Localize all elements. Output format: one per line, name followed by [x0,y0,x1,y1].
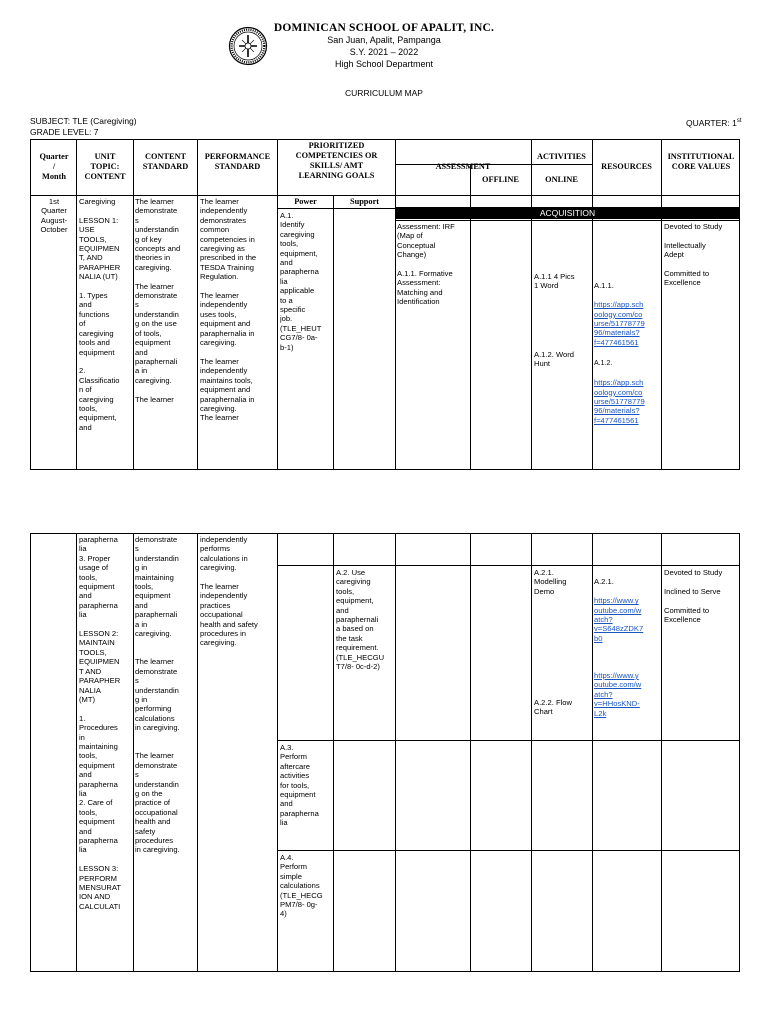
document-title: CURRICULUM MAP [345,88,423,98]
support-competency-a2: A.2. Use caregiving tools, equipment, and paraphernali a based on the task requirement. (TLE_HECGU T7/8- 0c-d-2) [336,568,385,672]
resource-a21-label: A.2.1. [594,577,614,587]
resource-a21-link-1[interactable]: https://www.y outube.com/w atch? v=S648zZDK7 b0 [594,596,644,643]
school-address: San Juan, Apalit, Pampanga [327,35,441,45]
quarter-month-cell: 1st Quarter August- October [40,197,68,235]
col-competencies-header: PRIORITIZED COMPETENCIES OR SKILLS/ AMT LEARNING GOALS [295,141,378,180]
assessment-cell: Assessment: IRF (Map of Conceptual Change) A.1.1. Formative Assessment: Matching and Identification [397,222,455,307]
acquisition-bar: ACQUISITION [395,207,740,219]
col-offline-header: OFFLINE [482,175,519,184]
document-header [0,22,768,70]
school-name: DOMINICAN SCHOOL OF APALIT, INC. [273,22,495,34]
online-activity-a21: A.2.1. Modelling Demo [534,568,567,596]
power-competency-a3: A.3. Perform aftercare activities for tools, equipment and parapherna lia [280,743,319,828]
col-resources-header: RESOURCES [601,162,652,171]
col-assessment-header: ASSESSMENT [435,162,491,171]
col-performance-standard-header: PERFORMANCE STANDARD [204,152,271,171]
resource-a12-label: A.1.2. [594,360,613,368]
col-quarter-header: Quarter / Month [39,152,69,181]
grade-level-label: GRADE LEVEL: 7 [30,127,99,137]
col-power-header: Power [294,197,317,206]
unit-topic-cell-p2: parapherna lia 3. Proper usage of tools, equipment and parapherna lia LESSON 2: MAINTAIN TOOLS, EQUIPMEN T AND PARAPHER NALIA (MT) 1. Procedures in maintaining tools, equipment and parapherna lia 2. Care of tools, equipment and parapherna lia LESSON 3: PERFORM MENSURAT ION AND CALCULATI [79,535,122,911]
col-support-header: Support [349,197,380,206]
col-online-header: ONLINE [545,175,578,184]
power-competency-a1: A.1. Identify caregiving tools, equipment, and parapherna lia applicable to a specific job. (TLE_HEUT CG7/8- 0a- b-1) [280,211,322,352]
curriculum-table-page1 [30,139,740,470]
resource-a11-link[interactable]: https://app.sch oology.com/co urse/51778779 96/materials? f=477461561 [594,300,645,347]
resource-a21 [594,568,660,728]
performance-standard-cell: The learner independently demonstrates common competencies in caregiving as prescribed in the TESDA Training Regulation. The learner independently uses tools, equipment and paraphernalia in caregiving. The learner independently maintains tools, equipment and paraphernalia in caregiving. The learner [200,197,257,423]
resource-a21-link-2[interactable]: https://www.y outube.com/w atch? v=HHosKND- L2k [594,671,642,718]
performance-standard-cell-p2: independently performs calculations in caregiving. The learner independently practices occupational health and safety procedures in caregiving. [200,535,258,648]
department: High School Department [334,59,434,69]
resource-a12 [594,350,660,435]
core-values-cell-p2: Devoted to Study Inclined to Serve Committed to Excellence [664,568,723,625]
power-competency-a4: A.4. Perform simple calculations (TLE_HECG PM7/8- 0g- 4) [280,853,323,919]
online-activity-a11: A.1.1 4 Pics 1 Word [534,272,575,291]
resource-a11 [594,272,660,357]
col-core-values-header: INSTITUTIONAL CORE VALUES [667,152,735,171]
unit-topic-cell: Caregiving LESSON 1: USE TOOLS, EQUIPMEN T, AND PARAPHER NALIA (UT) 1. Types and functions of caregiving tools and equipment 2. Classificatio n of caregiving tools, equipment, and [79,197,121,432]
content-standard-cell: The learner demonstrate s understandin g of key concepts and theories in caregiving. The learner demonstrate s understandin g on the use of tools, equipment and paraphernali a in caregiving. The learner [135,197,181,404]
school-year: S.Y. 2021 – 2022 [349,47,419,57]
core-values-cell: Devoted to Study Intellectually Adept Committed to Excellence [664,222,723,288]
resource-a12-link[interactable]: https://app.sch oology.com/co urse/51778779 96/materials? f=477461561 [594,378,645,425]
curriculum-table-page2 [30,533,740,972]
col-activities-header: ACTIVITIES [537,152,586,161]
quarter-label: QUARTER: 1st [686,117,742,128]
subject-label: SUBJECT: TLE (Caregiving) [30,116,137,126]
col-unit-header: UNIT TOPIC: CONTENT [84,152,126,181]
online-activity-a12: A.1.2. Word Hunt [534,350,574,369]
content-standard-cell-p2: demonstrate s understandin g in maintaining tools, equipment and paraphernali a in caregiving. The learner demonstrate s understandin g in performing calculations in caregiving. The learner demonstrate s understandin g on the practice of occupational health and safety procedures in caregiving. [135,535,180,855]
resource-a11-label: A.1.1. [594,281,614,291]
col-content-standard-header: CONTENT STANDARD [142,152,189,171]
online-activity-a22: A.2.2. Flow Chart [534,698,572,717]
